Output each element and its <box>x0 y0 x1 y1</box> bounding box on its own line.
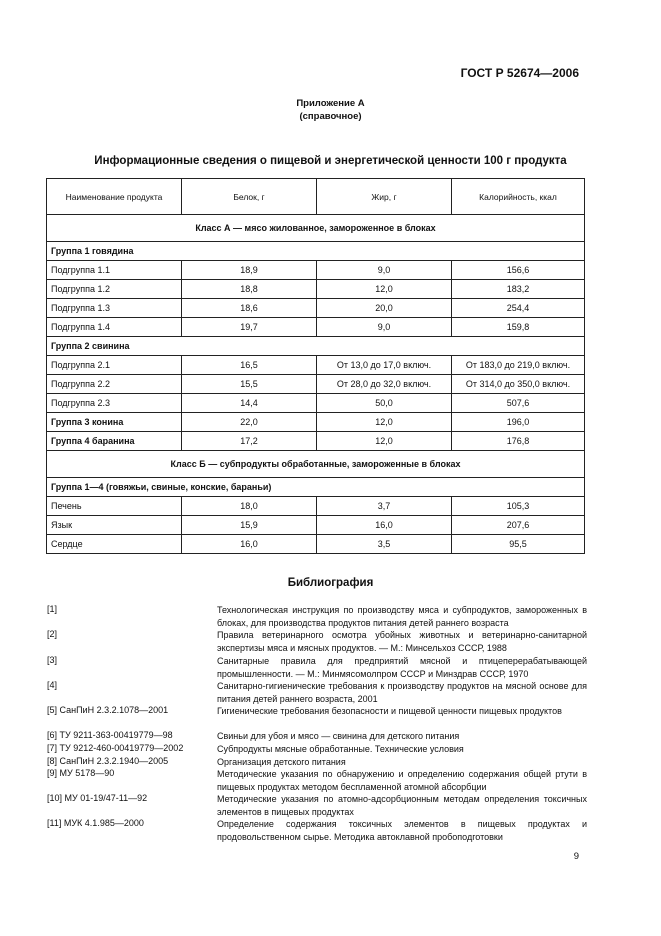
protein-cell: 18,9 <box>182 261 317 280</box>
protein-cell: 18,0 <box>182 497 317 516</box>
fat-cell: От 13,0 до 17,0 включ. <box>317 356 452 375</box>
bibliography-ref: [3] <box>47 655 58 665</box>
product-cell: Язык <box>47 516 182 535</box>
protein-cell: 15,9 <box>182 516 317 535</box>
fat-cell: 9,0 <box>317 318 452 337</box>
table-row <box>47 432 585 451</box>
column-header: Жир, г <box>317 179 452 215</box>
fat-cell: От 28,0 до 32,0 включ. <box>317 375 452 394</box>
bibliography-ref: [1] <box>47 604 58 614</box>
product-cell: Подгруппа 2.3 <box>47 394 182 413</box>
group-3-label: Группа 3 конина <box>47 413 182 432</box>
calories-cell: 176,8 <box>452 432 585 451</box>
bibliography-title: Библиография <box>287 577 374 589</box>
bibliography-text: Определение содержания токсичных элементов в пищевых продуктах и продовольственном сырье. Методика автоклавной пробоподготовки <box>217 819 587 842</box>
protein-cell: 14,4 <box>182 394 317 413</box>
group-row <box>47 337 585 356</box>
table-row <box>47 497 585 516</box>
group-b-label: Группа 1—4 (говяжьи, свиные, конские, бараньи) <box>47 478 585 497</box>
protein-cell: 18,6 <box>182 299 317 318</box>
protein-cell: 16,0 <box>182 535 317 554</box>
bibliography-ref: [5] СанПиН 2.3.2.1078—2001 <box>47 705 169 715</box>
fat-cell: 20,0 <box>317 299 452 318</box>
calories-cell: 507,6 <box>452 394 585 413</box>
calories-cell: 196,0 <box>452 413 585 432</box>
appendix-title: Приложение А <box>296 98 365 109</box>
bibliography-text: Санитарные правила для предприятий мясной и птицеперерабатывающей промышленности. — М.: Минмясомолпром СССР и Минздрав СССР, 1970 <box>217 656 587 679</box>
table-row <box>47 318 585 337</box>
calories-cell: От 183,0 до 219,0 включ. <box>452 356 585 375</box>
class-b-label: Класс Б — субпродукты обработанные, замороженные в блоках <box>47 451 585 478</box>
protein-cell: 18,8 <box>182 280 317 299</box>
product-cell: Сердце <box>47 535 182 554</box>
table-row <box>47 516 585 535</box>
class-b-row <box>47 451 585 478</box>
table-row <box>47 535 585 554</box>
bibliography-ref: [6] ТУ 9211-363-00419779—98 <box>47 730 173 740</box>
bibliography-ref: [2] <box>47 629 58 639</box>
column-header: Калорийность, ккал <box>452 179 585 215</box>
appendix-heading <box>0 97 661 123</box>
group-row <box>47 478 585 497</box>
protein-cell: 19,7 <box>182 318 317 337</box>
table-row <box>47 375 585 394</box>
table-row <box>47 394 585 413</box>
fat-cell: 9,0 <box>317 261 452 280</box>
protein-cell: 22,0 <box>182 413 317 432</box>
fat-cell: 12,0 <box>317 280 452 299</box>
product-cell: Подгруппа 1.2 <box>47 280 182 299</box>
bibliography-ref: [8] СанПиН 2.3.2.1940—2005 <box>47 756 169 766</box>
bibliography-text: Свиньи для убоя и мясо — свинина для детского питания <box>217 731 460 741</box>
product-cell: Печень <box>47 497 182 516</box>
calories-cell: 95,5 <box>452 535 585 554</box>
page-number: 9 <box>573 851 579 862</box>
calories-cell: 183,2 <box>452 280 585 299</box>
table-row <box>47 299 585 318</box>
bibliography-text: Санитарно-гигиенические требования к производству продуктов на мясной основе для питания детей раннего возраста, 2001 <box>217 681 587 704</box>
product-cell: Подгруппа 1.3 <box>47 299 182 318</box>
bibliography-text: Методические указания по атомно-адсорбционным методам определения токсичных элементов в пищевых продуктах <box>217 794 587 817</box>
appendix-note: (справочное) <box>299 111 362 122</box>
product-cell: Подгруппа 1.1 <box>47 261 182 280</box>
column-header: Белок, г <box>182 179 317 215</box>
group-4-label: Группа 4 баранина <box>47 432 182 451</box>
calories-cell: 156,6 <box>452 261 585 280</box>
group-1-label: Группа 1 говядина <box>47 242 585 261</box>
protein-cell: 16,5 <box>182 356 317 375</box>
group-2-label: Группа 2 свинина <box>47 337 585 356</box>
table-title: Информационные сведения о пищевой и энергетической ценности 100 г продукта <box>94 155 567 167</box>
product-cell: Подгруппа 1.4 <box>47 318 182 337</box>
fat-cell: 12,0 <box>317 432 452 451</box>
standard-number: ГОСТ Р 52674—2006 <box>460 66 579 80</box>
bibliography-text: Гигиенические требования безопасности и пищевой ценности пищевых продуктов <box>217 706 562 716</box>
calories-cell: 159,8 <box>452 318 585 337</box>
table-header-row <box>47 179 585 215</box>
bibliography-text: Технологическая инструкция по производству мяса и субпродуктов, замороженных в блоках, для производства продуктов питания детей раннего возраста <box>217 605 587 628</box>
fat-cell: 3,7 <box>317 497 452 516</box>
fat-cell: 50,0 <box>317 394 452 413</box>
fat-cell: 3,5 <box>317 535 452 554</box>
table-row <box>47 261 585 280</box>
bibliography-ref: [10] МУ 01-19/47-11—92 <box>47 793 148 803</box>
class-a-label: Класс А — мясо жилованное, замороженное в блоках <box>47 215 585 242</box>
product-cell: Подгруппа 2.1 <box>47 356 182 375</box>
table-row <box>47 413 585 432</box>
column-header: Наименование продукта <box>47 179 182 215</box>
class-a-row <box>47 215 585 242</box>
calories-cell: 254,4 <box>452 299 585 318</box>
bibliography-text: Методические указания по обнаружению и определению содержания общей ртути в пищевых продуктах методом беспламенной атомной абсорбции <box>217 769 587 792</box>
calories-cell: 105,3 <box>452 497 585 516</box>
product-cell: Подгруппа 2.2 <box>47 375 182 394</box>
nutrition-table <box>46 178 585 554</box>
protein-cell: 17,2 <box>182 432 317 451</box>
fat-cell: 16,0 <box>317 516 452 535</box>
bibliography-ref: [11] МУК 4.1.985—2000 <box>47 818 144 828</box>
bibliography-ref: [9] МУ 5178—90 <box>47 768 115 778</box>
bibliography-text: Организация детского питания <box>217 757 346 767</box>
calories-cell: От 314,0 до 350,0 включ. <box>452 375 585 394</box>
bibliography-ref: [4] <box>47 680 58 690</box>
calories-cell: 207,6 <box>452 516 585 535</box>
bibliography-ref: [7] ТУ 9212-460-00419779—2002 <box>47 743 184 753</box>
fat-cell: 12,0 <box>317 413 452 432</box>
table-row <box>47 356 585 375</box>
bibliography-text: Правила ветеринарного осмотра убойных животных и ветеринарно-санитарной экспертизы мяса и мясных продуктов. — М.: Минсельхоз СССР, 1988 <box>217 630 587 653</box>
bibliography-text: Субпродукты мясные обработанные. Технические условия <box>217 744 464 754</box>
table-row <box>47 280 585 299</box>
group-row <box>47 242 585 261</box>
protein-cell: 15,5 <box>182 375 317 394</box>
